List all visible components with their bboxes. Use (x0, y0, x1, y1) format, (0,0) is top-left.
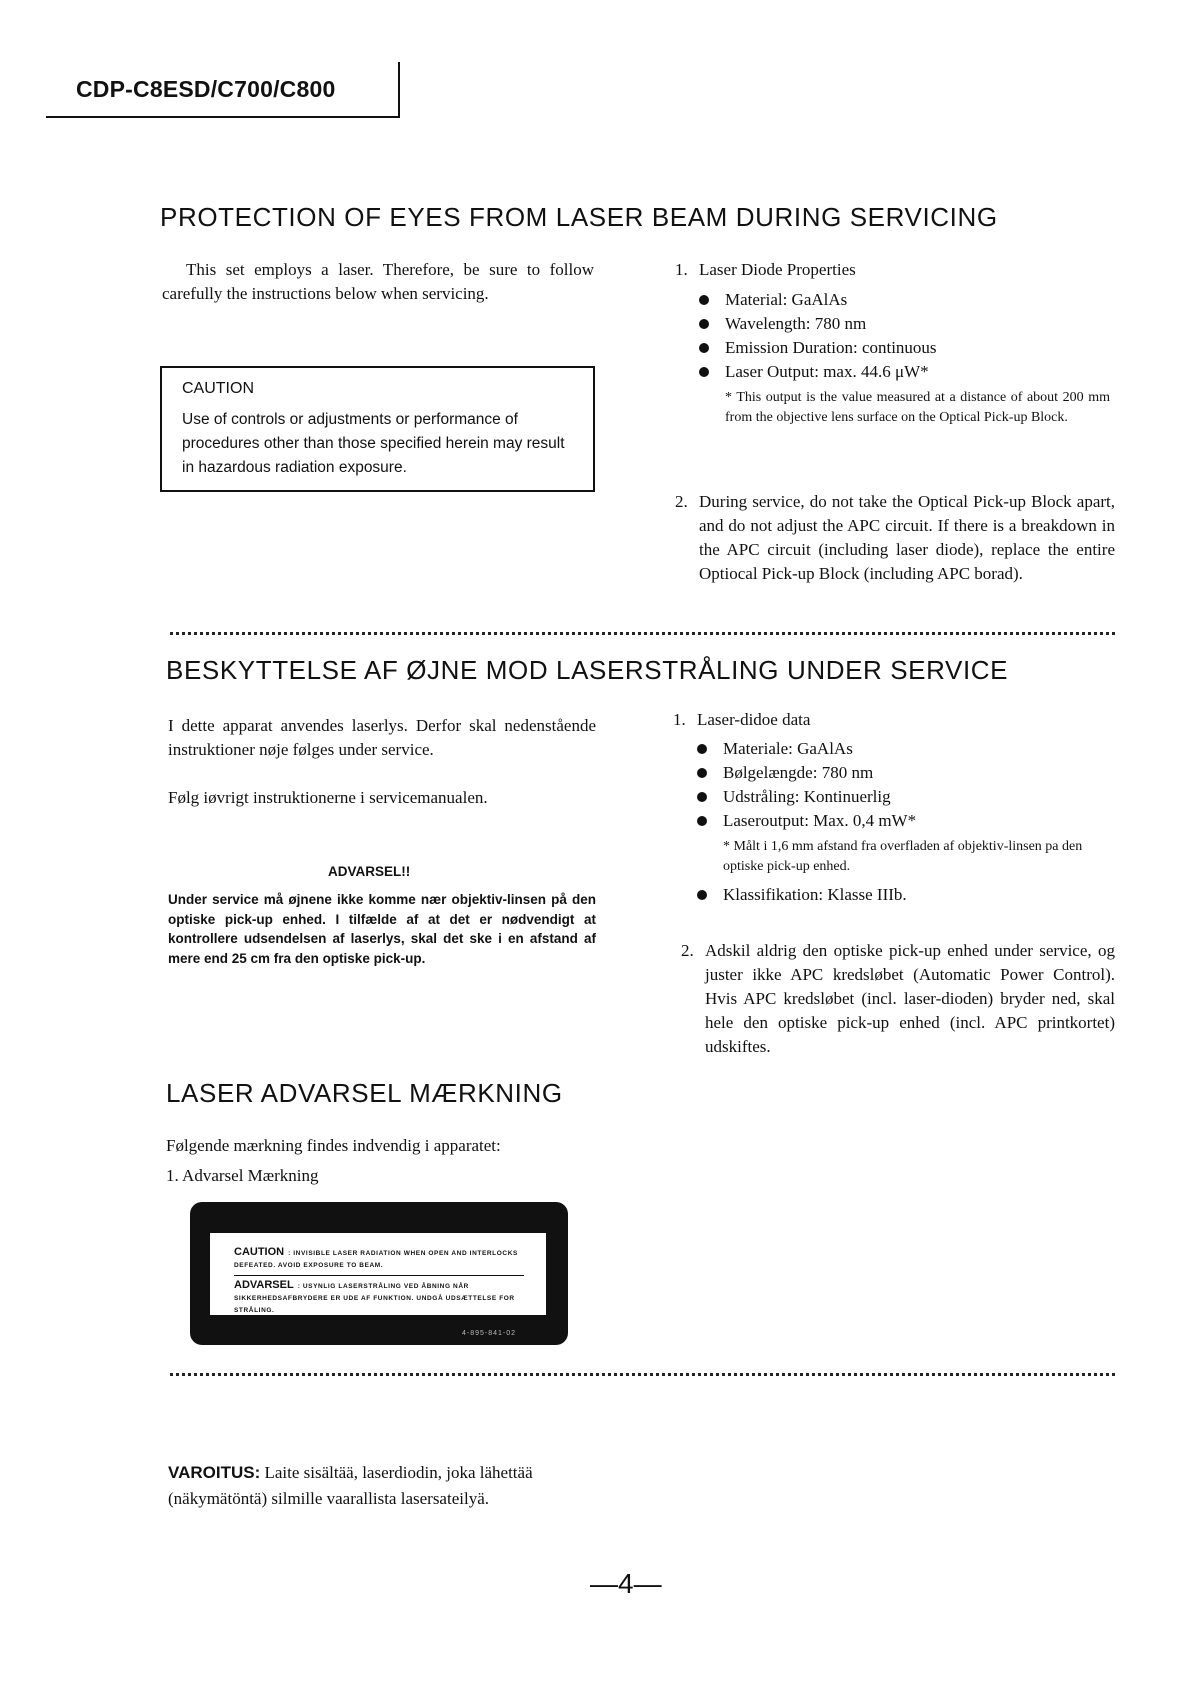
caution-body: Use of controls or adjustments or performance of procedures other than those specified herein may result in hazardous radiation exposure. (182, 411, 565, 476)
danish-item-2 (681, 939, 1115, 1059)
bullet-icon (697, 744, 707, 754)
marking-item: 1. Advarsel Mærkning (166, 1166, 319, 1185)
bullet-icon (699, 295, 709, 305)
list-item: Emission Duration: continuous (699, 336, 1115, 360)
danish-intro: I dette apparat anvendes laserlys. Derfor skal nedenstående instruktioner nøje følges under service. (168, 716, 596, 759)
item-number: 1. (675, 260, 688, 279)
list-item: Materiale: GaAlAs (697, 737, 1115, 761)
bullet-icon (699, 343, 709, 353)
item-number: 2. (675, 492, 688, 511)
bullet-icon (697, 768, 707, 778)
item-title: Laser-didoe data (697, 710, 811, 729)
bullet-icon (699, 319, 709, 329)
label-caution-text: : INVISIBLE LASER RADIATION WHEN OPEN AND INTERLOCKS DEFEATED. AVOID EXPOSURE TO BEAM. (234, 1250, 518, 1269)
list-item: Material: GaAlAs (699, 288, 1115, 312)
item-number: 2. (681, 941, 694, 960)
label-advarsel-word: ADVARSEL (234, 1279, 294, 1291)
danish-title: BESKYTTELSE AF ØJNE MOD LASERSTRÅLING UNDER SERVICE (166, 655, 1009, 685)
model-number: CDP-C8ESD/C700/C800 (76, 76, 336, 102)
english-intro: This set employs a laser. Therefore, be sure to follow carefully the instructions below when servicing. (162, 260, 594, 303)
label-rule (234, 1275, 524, 1276)
caution-title: CAUTION (182, 380, 254, 397)
section-divider (170, 1373, 1115, 1376)
finnish-label: VAROITUS: (168, 1463, 261, 1482)
bullet-icon (697, 792, 707, 802)
danish-item-1 (673, 708, 1115, 907)
item-text: During service, do not take the Optical Pick-up Block apart, and do not adjust the APC circuit. If there is a breakdown in the APC circuit (including laser diode), replace the entire Optiocal Pick-up Block (including APC borad). (699, 492, 1115, 583)
english-item-2 (675, 490, 1115, 586)
item-title: Laser Diode Properties (699, 260, 856, 279)
bullet-icon (697, 816, 707, 826)
label-caution (234, 1246, 524, 1270)
danish-class-list (697, 883, 1115, 907)
list-item: Klassifikation: Klasse IIIb. (697, 883, 1115, 907)
danish-intro-2: Følg iøvrigt instruktionerne i servicemanualen. (168, 788, 488, 807)
bullet-icon (697, 890, 707, 900)
item-number: 1. (673, 710, 686, 729)
laser-label-text-area (210, 1233, 546, 1315)
english-footnote: * This output is the value measured at a distance of about 200 mm from the objective lens surface on the Optical Pick-up Block. (725, 390, 1110, 425)
danish-footnote: * Målt i 1,6 mm afstand fra overfladen af objektiv-linsen pa den optiske pick-up enhed. (723, 839, 1083, 874)
english-item-1 (675, 258, 1115, 428)
item-text: Adskil aldrig den optiske pick-up enhed under service, og juster ikke APC kredsløbet (Automatic Power Control). Hvis APC kredsløbet (incl. laser-dioden) bryder ned, skal hele den optiske pick-up enhed (incl. APC printkortet) udskiftes. (705, 941, 1115, 1056)
list-item: Laser Output: max. 44.6 μW* (699, 360, 1115, 384)
advarsel-title: ADVARSEL!! (328, 864, 411, 879)
section-divider (170, 632, 1115, 635)
advarsel-body: Under service må øjnene ikke komme nær objektiv-linsen på den optiske pick-up enhed. I tilfælde af at det er nødvendigt at kontrollere udsendelsen af laserlys, skal det ske i en afstand af mere end 25 cm fra den optiske pick-up. (168, 892, 596, 966)
label-advarsel-text: : USYNLIG LASERSTRÅLING VED ÅBNING NÅR SIKKERHEDSAFBRYDERE ER UDE AF FUNKTION. UNDGÅ UDSÆTTELSE FOR STRÅLING. (234, 1283, 515, 1314)
label-part-code: 4-895-841-02 (462, 1330, 517, 1337)
page-number: —4— (590, 1568, 662, 1599)
marking-title: LASER ADVARSEL MÆRKNING (166, 1078, 563, 1108)
list-item: Bølgelængde: 780 nm (697, 761, 1115, 785)
danish-properties-list (697, 737, 1115, 833)
caution-box (160, 366, 595, 492)
list-item: Wavelength: 780 nm (699, 312, 1115, 336)
label-caution-word: CAUTION (234, 1246, 285, 1258)
list-item: Laseroutput: Max. 0,4 mW* (697, 809, 1115, 833)
english-properties-list (699, 288, 1115, 384)
label-advarsel (234, 1279, 524, 1315)
english-title: PROTECTION OF EYES FROM LASER BEAM DURING SERVICING (160, 202, 998, 232)
list-item: Udstråling: Kontinuerlig (697, 785, 1115, 809)
finnish-text: Laite sisältää, laserdiodin, joka lähettää (näkymätöntä) silmille vaarallista lasersateilyä. (168, 1463, 533, 1508)
marking-intro: Følgende mærkning findes indvendig i apparatet: (166, 1136, 501, 1155)
finnish-warning (168, 1460, 608, 1512)
bullet-icon (699, 367, 709, 377)
